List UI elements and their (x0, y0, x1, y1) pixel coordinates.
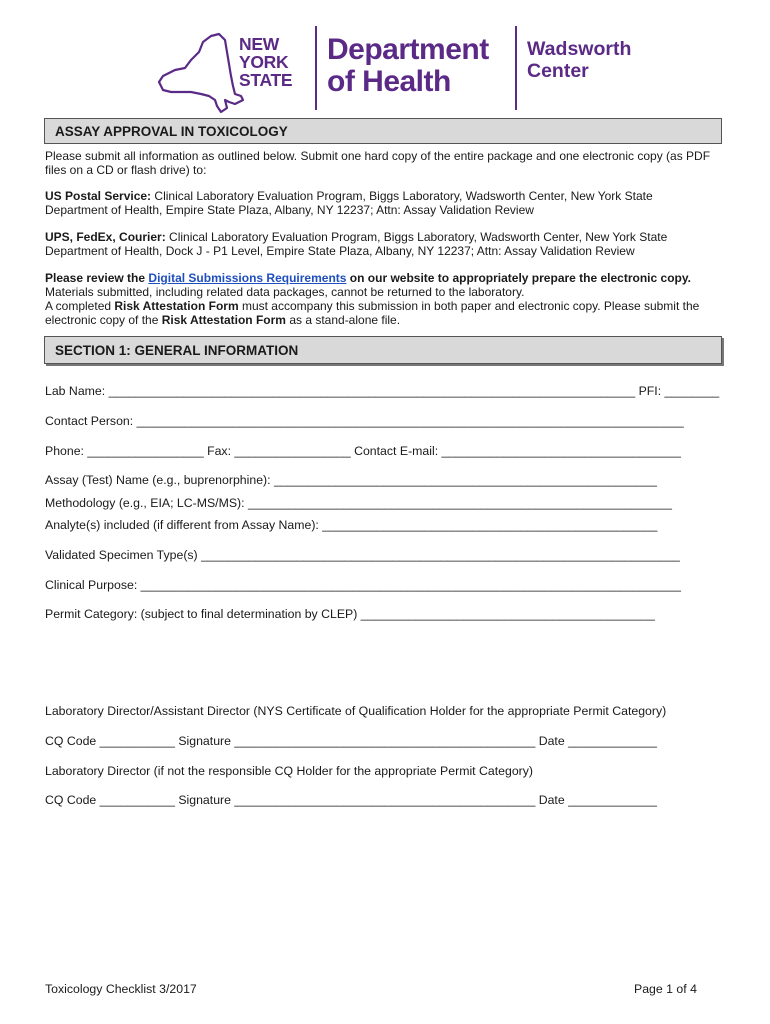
nys-line: YORK (239, 52, 289, 72)
wad-line: Wadsworth (527, 38, 632, 60)
analytes-field[interactable]: Analyte(s) included (if different from Assay Name): _________________________________________________ (45, 518, 658, 532)
doh-line: of Health (327, 65, 451, 98)
page-number: Page 1 of 4 (634, 982, 697, 996)
nys-line: STATE (239, 70, 293, 90)
assay-name-field[interactable]: Assay (Test) Name (e.g., buprenorphine): ________________________________________________________ (45, 473, 657, 487)
attestation-paragraph (45, 300, 725, 327)
methodology-field[interactable]: Methodology (e.g., EIA; LC-MS/MS): ______________________________________________________________ (45, 496, 672, 510)
contact-person-field[interactable]: Contact Person: ________________________________________________________________________________ (45, 414, 684, 428)
review-post: on our website to appropriately prepare the electronic copy. (346, 271, 691, 285)
postal-text: Clinical Laboratory Evaluation Program, Biggs Laboratory, Wadsworth Center, New York State Department of Health, Empire State Plaza, Albany, NY 12237; Attn: Assay Validation Review (45, 189, 653, 217)
cq-holder-signature-line[interactable]: CQ Code ___________ Signature ____________________________________________ Date _____________ (45, 734, 658, 748)
risk-attestation-form: Risk Attestation Form (114, 299, 239, 313)
review-paragraph (45, 272, 705, 299)
logo-divider (515, 26, 517, 110)
permit-category-field[interactable]: Permit Category: (subject to final determination by CLEP) ___________________________________________ (45, 607, 655, 621)
risk-attestation-form: Risk Attestation Form (161, 312, 286, 327)
new-york-state-map-icon (155, 30, 245, 114)
cq-holder-heading: Laboratory Director/Assistant Director (NYS Certificate of Qualification Holder for the appropriate Permit Category) (45, 704, 667, 718)
department-of-health-wordmark (327, 34, 489, 98)
clinical-purpose-field[interactable]: Clinical Purpose: _______________________________________________________________________________ (45, 578, 681, 592)
specimen-type-field[interactable]: Validated Specimen Type(s) ______________________________________________________________________ (45, 548, 680, 562)
postal-label: US Postal Service: (45, 189, 152, 203)
assay-approval-header: ASSAY APPROVAL IN TOXICOLOGY (44, 118, 722, 144)
postal-address (45, 190, 705, 217)
review-note: Materials submitted, including related data packages, cannot be returned to the laboratory. (45, 284, 525, 299)
nys-doh-logo (155, 18, 675, 114)
doh-line: Department (327, 33, 489, 66)
section-1-header: SECTION 1: GENERAL INFORMATION (44, 336, 722, 364)
footer-doc-id: Toxicology Checklist 3/2017 (45, 982, 197, 996)
digital-submissions-link[interactable]: Digital Submissions Requirements (148, 271, 347, 285)
phone-fax-email-field[interactable]: Phone: _________________ Fax: _________________ Contact E-mail: ___________________________________ (45, 444, 681, 458)
non-cq-director-heading: Laboratory Director (if not the responsible CQ Holder for the appropriate Permit Category) (45, 764, 533, 778)
wad-line: Center (527, 60, 589, 82)
intro-paragraph: Please submit all information as outlined below. Submit one hard copy of the entire package and one electronic copy (as PDF files on a CD or flash drive) to: (45, 149, 711, 177)
attestation-p2: must accompany this submission in both paper and electronic copy. Please submit the electronic copy of the (45, 299, 700, 327)
review-pre: Please review the (45, 271, 149, 285)
courier-text: Clinical Laboratory Evaluation Program, Biggs Laboratory, Wadsworth Center, New York State Department of Health, Dock J - P1 Level, Empire State Plaza, Albany, NY 12237; Attn: Assay Validation Review (45, 230, 668, 258)
attestation-p3: as a stand-alone file. (285, 312, 401, 327)
nys-line: NEW (239, 34, 279, 54)
courier-address (45, 231, 710, 258)
nys-wordmark (239, 35, 292, 89)
wadsworth-center-wordmark (527, 38, 631, 82)
non-cq-director-signature-line[interactable]: CQ Code ___________ Signature ____________________________________________ Date _____________ (45, 793, 658, 807)
logo-divider (315, 26, 317, 110)
lab-name-field[interactable]: Lab Name: _____________________________________________________________________________ PFI: ________ (45, 384, 720, 398)
attestation-p1: A completed (45, 299, 115, 313)
courier-label: UPS, FedEx, Courier: (45, 230, 166, 244)
